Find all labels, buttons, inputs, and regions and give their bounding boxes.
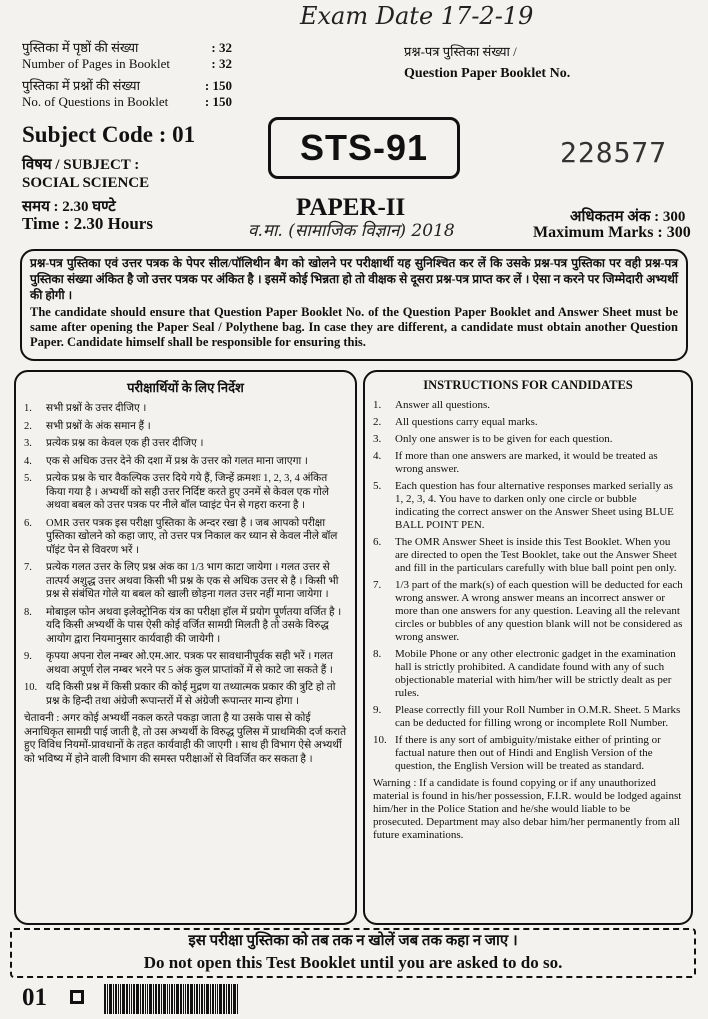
list-item: 9. कृपया अपना रोल नम्बर ओ.एम.आर. पत्रक पर सावधानीपूर्वक सही भरें । गलत अथवा अपूर्ण रोल नम्बर भरने पर 5 अंक कुल प्राप्तांकों में से काटे जा सकते हैं । [24, 651, 334, 676]
questions-value-en: : 150 [204, 94, 232, 109]
list-item: 7. प्रत्येक गलत उत्तर के लिए प्रश्न अंक का 1/3 भाग काटा जायेगा । गलत उत्तर से तात्पर्य अशुद्ध उत्तर अथवा किसी भी प्रश्न के एक से अधिक उत्तर से है । किसी भी प्रश्न से संबंधित गोले या बबल को खाली छोड़ना गलत उत्तर नहीं माना जायेगा । [24, 562, 339, 600]
list-item: 1. सभी प्रश्नों के उत्तर दीजिए । [24, 403, 147, 414]
list-item: 2. सभी प्रश्नों के अंक समान हैं । [24, 420, 151, 432]
booklet-info [22, 40, 232, 110]
series-badge [268, 117, 460, 179]
pages-value-hi: : 32 [211, 40, 232, 55]
english-instructions-list [373, 399, 683, 773]
list-item: 3. Only one answer is to be given for each question. [373, 433, 613, 445]
paper-title: PAPER-II [296, 194, 406, 221]
do-not-open-hindi: इस परीक्षा पुस्तिका को तब तक न खोलें जब तक कहा न जाए । [188, 933, 518, 949]
notice-english: The candidate should ensure that Question Paper Booklet No. of the Question Paper Booklet and Answer Sheet must be same after opening the Paper Seal / Polythene bag. In case they are different, a candidate must obtain another Question Paper. Candidate himself shall be responsible for ensuring this. [30, 305, 678, 349]
list-item: 6. OMR उत्तर पत्रक इस परीक्षा पुस्तिका के अन्दर रखा है । जब आपको परीक्षा पुस्तिका खोलने को कहा जाए, तो उत्तर पत्र निकाल कर ध्यान से केवल नीले बॉल पॉइंट पेन से विवरण भरें । [24, 517, 338, 556]
max-marks-hi: अधिकतम अंक : 300 [570, 209, 686, 225]
checkbox-square [70, 990, 84, 1004]
questions-label-hi: पुस्तिका में प्रश्नों की संख्या [22, 78, 140, 93]
english-warning: Warning : If a candidate is found copying or if any unauthorized material is found in his/her possession, F.I.R. would be lodged against him/her in the Police Station and he/she would liable to be prosecuted. Department may also debar him/her permanently from all future examinations. [373, 777, 682, 841]
time-hi: समय : 2.30 घण्टे [22, 199, 116, 215]
questions-label-en: No. of Questions in Booklet [22, 94, 169, 109]
list-item: 1. Answer all questions. [373, 399, 491, 411]
handwritten-paper-note: व.मा. (सामाजिक विज्ञान) 2018 [248, 221, 455, 241]
list-item: 7. 1/3 part of the mark(s) of each question will be deducted for each wrong answer. A wrong answer means an incorrect answer or more than one answers for any question. Leaving all the relevant circles or bubbles of any question blank will not be considered as wrong answer. [373, 579, 683, 643]
booklet-no-label-en: Question Paper Booklet No. [404, 66, 571, 81]
pages-label-en: Number of Pages in Booklet [22, 56, 171, 71]
pages-value-en: : 32 [211, 56, 232, 71]
notice-hindi: प्रश्न-पत्र पुस्तिका एवं उत्तर पत्रक के पेपर सील/पॉलिथीन बैग को खोलने पर परीक्षार्थी यह सुनिश्चित कर लें कि उसके प्रश्न-पत्र पुस्तिका पर वही प्रश्न-पत्र पुस्तिका संख्या अंकित है जो उत्तर पत्रक पर अंकित है । इसमें कोई भिन्नता हो तो वीक्षक से दूसरा प्रश्न-पत्र प्राप्त कर लें । ऐसा न करने पर जिम्मेदारी अभ्यर्थी की होगी । [30, 256, 678, 302]
subject-code: Subject Code : 01 [22, 122, 196, 147]
questions-value-hi: : 150 [204, 78, 232, 93]
hindi-warning: चेतावनी : अगर कोई अभ्यर्थी नकल करते पकड़ा जाता है या उसके पास से कोई अनाधिकृत सामग्री पाई जाती है, तो उस अभ्यर्थी के विरुद्ध पुलिस में प्राथमिकी दर्ज कराते हुए विविध नियमों-प्रावधानों के तहत कार्यवाही की जाएगी । साथ ही विभाग ऐसे अभ्यर्थी को भविष्य में होने वाली विभाग की समस्त परीक्षाओं से विवर्जित कर सकता है । [24, 713, 347, 765]
hindi-instructions-title: परीक्षार्थियों के लिए निर्देश [127, 380, 244, 395]
max-marks-en: Maximum Marks : 300 [533, 224, 691, 241]
barcode [104, 984, 294, 1014]
subject-label: विषय / SUBJECT : [22, 157, 140, 173]
list-item: 8. Mobile Phone or any other electronic gadget in the examination hall is strictly prohibited. A candidate found with any of such objectionable material with him/her will be strictly dealt as per rules. [373, 648, 676, 699]
list-item: 6. The OMR Answer Sheet is inside this Test Booklet. When you are directed to open the Test Booklet, take out the Answer Sheet and fill in the particulars carefully with blue ball point pen only. [373, 536, 677, 574]
subject-name: SOCIAL SCIENCE [22, 175, 150, 191]
booklet-number: 228577 [560, 136, 668, 169]
list-item: 8. मोबाइल फोन अथवा इलेक्ट्रोनिक यंत्र का परीक्षा हॉल में प्रयोग पूर्णतया वर्जित है । यदि किसी अभ्यर्थी के पास ऐसी कोई वर्जित सामग्री मिलती है तो उसके विरुद्ध आयोग द्वारा नियमानुसार कार्यवाही की जायेगी । [24, 606, 342, 645]
list-item: 10. If there is any sort of ambiguity/mistake either of printing or factual nature then out of Hindi and English Version of the question, the English Version will be treated as standard. [373, 734, 661, 772]
hindi-instructions-list [24, 402, 347, 708]
list-item: 4. एक से अधिक उत्तर देने की दशा में प्रश्न के उत्तर को गलत माना जाएगा । [24, 455, 308, 467]
footer-code: 01 [22, 984, 47, 1011]
do-not-open-english: Do not open this Test Booklet until you are asked to do so. [143, 953, 563, 972]
list-item: 5. Each question has four alternative responses marked serially as 1, 2, 3, 4. You have to darken only one circle or bubble indicating the correct answer on the Answer Sheet using BLUE BALL POINT PEN. [373, 480, 674, 531]
notice-box [20, 249, 688, 361]
english-instructions-box [363, 370, 693, 925]
list-item: 4. If more than one answers are marked, it would be treated as wrong answer. [373, 450, 658, 475]
list-item: 2. All questions carry equal marks. [373, 416, 538, 428]
list-item: 3. प्रत्येक प्रश्न का केवल एक ही उत्तर दीजिए । [24, 438, 204, 449]
list-item: 9. Please correctly fill your Roll Number in O.M.R. Sheet. 5 Marks can be deducted for filling wrong or incomplete Roll Number. [373, 704, 681, 729]
time-en: Time : 2.30 Hours [22, 214, 153, 233]
hindi-instructions-box [14, 370, 357, 925]
booklet-no-label-hi: प्रश्न-पत्र पुस्तिका संख्या / [404, 44, 517, 59]
pages-label-hi: पुस्तिका में पृष्ठों की संख्या [22, 40, 139, 55]
list-item: 10. यदि किसी प्रश्न में किसी प्रकार की कोई मुद्रण या तथ्यात्मक प्रकार की त्रुटि हो तो प्रश्न के हिन्दी तथा अंग्रेजी रूपान्तरों में से अंग्रेजी रूपान्तर मान्य होगा । [24, 682, 336, 707]
list-item: 5. प्रत्येक प्रश्न के चार वैकल्पिक उत्तर दिये गये हैं, जिन्हें क्रमशः 1, 2, 3, 4 अंकित किया गया है । अभ्यर्थी को सही उत्तर निर्दिष्ट करते हुए उनमें से केवल एक गोले अथवा बबल को उत्तर पत्रक पर नीले बॉल प्वाइंट पेन से गहरा करना है । [24, 473, 329, 511]
series-code: STS-91 [299, 127, 429, 168]
do-not-open-box [10, 928, 696, 978]
handwritten-exam-date: Exam Date 17-2-19 [300, 2, 534, 30]
english-instructions-title: INSTRUCTIONS FOR CANDIDATES [423, 378, 633, 392]
